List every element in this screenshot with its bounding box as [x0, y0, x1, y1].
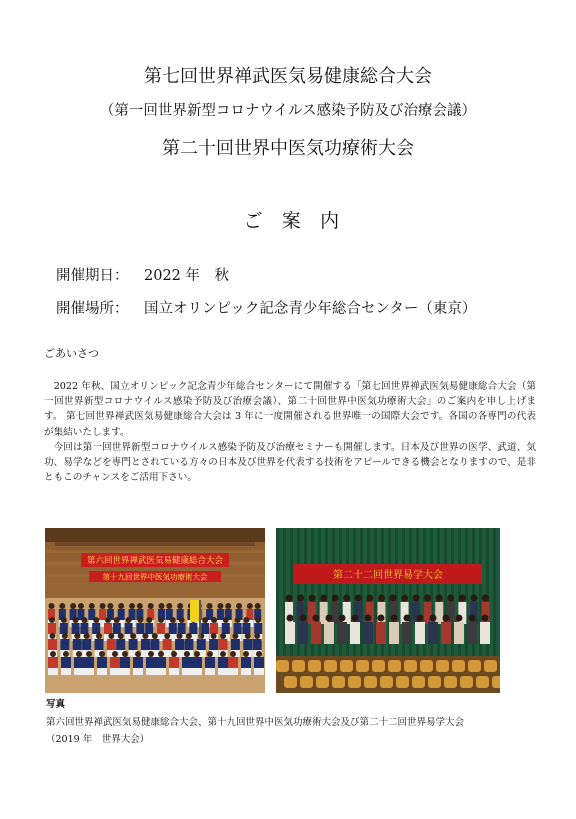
event-title-third: 第二十回世界中医気功療術大会: [162, 138, 414, 159]
greeting-paragraph-1: 2022 年秋、国立オリンピック記念青少年総合センターにて開催する「第七回世界禅武医気易健康総合大会（第一回世界新型コロナウイルス感染予防及び治療会議）、第二十回世界中医気功療術大会」のご案内を申し上げます。 第七回世界禅武医気易健康総合大会は 3 年に一度開催される世界唯一の国際大会です。各国の各専門の代表が集結いたします。: [44, 381, 536, 438]
greeting-paragraph-2: 今回は第一回世界新型コロナウイルス感染予防及び治療セミナーも開催します。日本及び世界の医学、武道、気功、易学などを専門とされている方々の日本及び世界を代表する技術をアピールできる機会となりますので、是非ともこのチャンスをご活用下さい。: [44, 442, 536, 484]
stage-banner-text: 第六回世界禅武医気易健康総合大会: [86, 556, 224, 566]
event-photo-stage-group: [45, 528, 265, 693]
event-title-subtitle: （第一回世界新型コロナウイルス感染予防及び治療会議）: [99, 103, 477, 119]
event-title-main: 第七回世界禅武医気易健康総合大会: [144, 66, 432, 87]
photo-caption-title: 写真: [46, 699, 66, 710]
stage-banner-text-2: 第十九回世界中医気功療術大会: [102, 572, 208, 582]
date-row: [56, 264, 229, 285]
venue-label: 開催場所：: [56, 301, 129, 317]
curtain-group-image: [276, 528, 500, 693]
event-photo-curtain-group: [276, 528, 500, 693]
photo-caption-text: 第六回世界禅武医気易健康総合大会、第十九回世界中医気功療術大会及び第二十二回世界易学大会: [46, 717, 465, 728]
stage-group-image: [45, 528, 265, 693]
venue-row: [56, 297, 476, 318]
guide-heading: ご 案 内: [243, 210, 346, 232]
photo-caption-year: （2019 年 世界大会）: [46, 734, 150, 745]
greeting-heading: ごあいさつ: [44, 347, 99, 360]
date-label: 開催期日：: [56, 268, 129, 284]
date-value: 2022 年 秋: [144, 268, 230, 284]
curtain-banner-text: 第二十二回世界易学大会: [333, 570, 443, 581]
venue-value: 国立オリンピック記念青少年総合センター（東京）: [144, 301, 477, 317]
